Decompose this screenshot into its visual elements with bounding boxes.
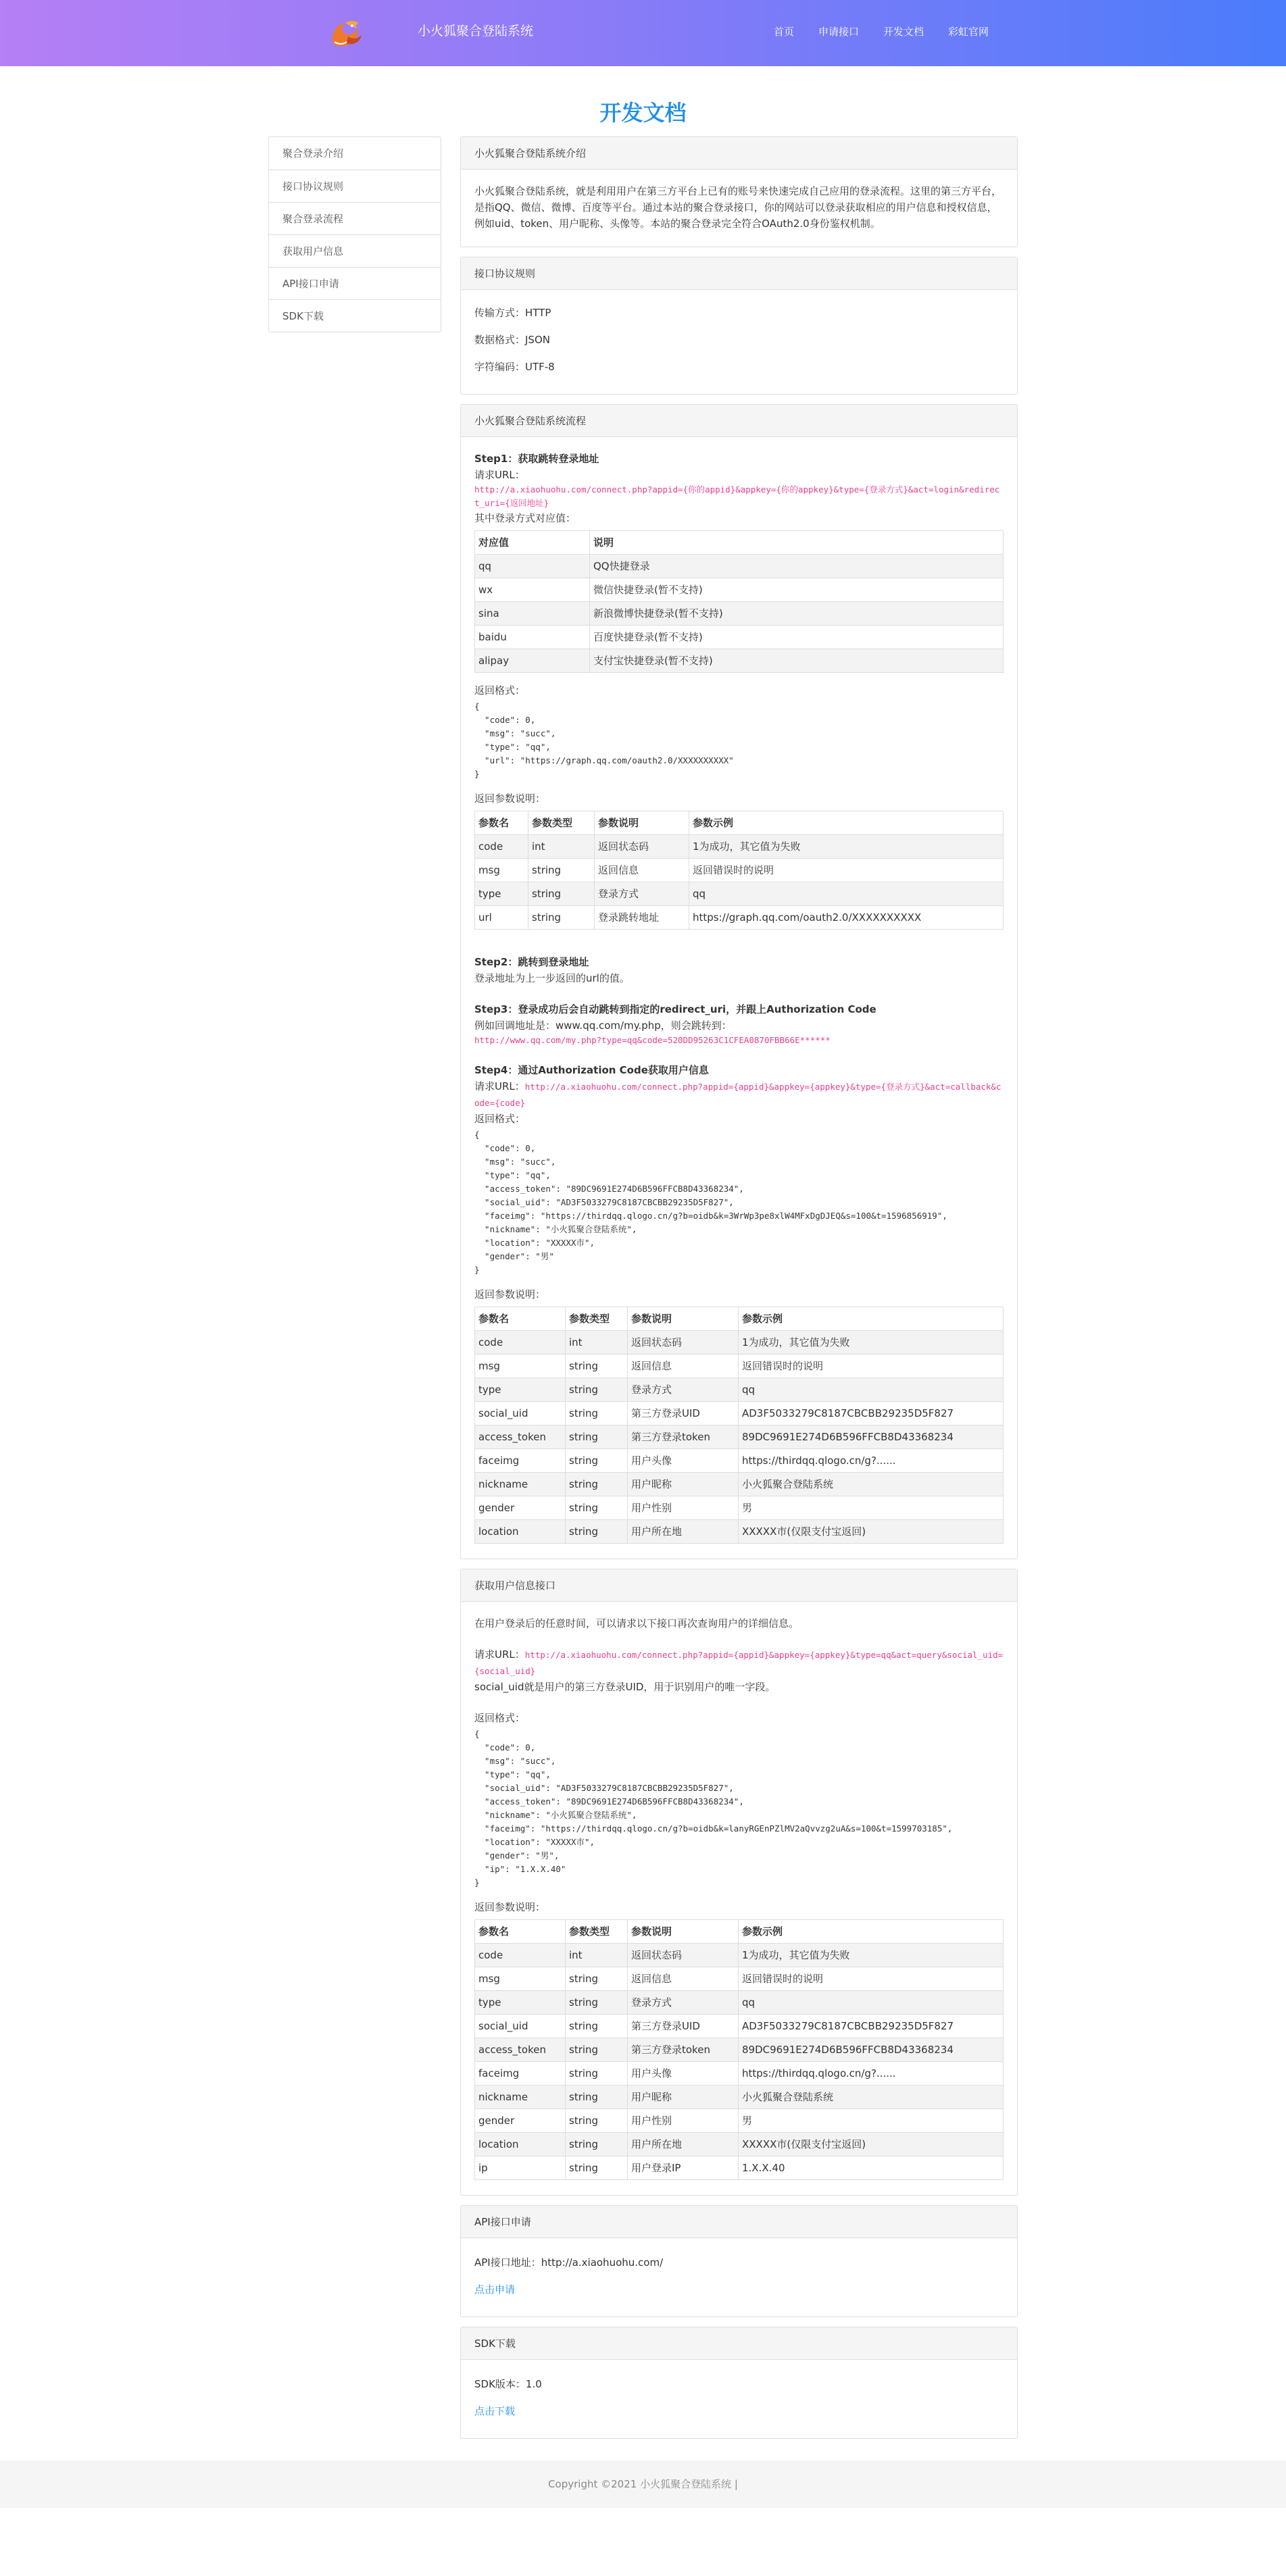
table-cell: code (475, 1331, 566, 1355)
table-row (475, 906, 1004, 930)
api-panel (460, 2205, 1018, 2317)
table-cell: 返回状态码 (628, 1944, 739, 1967)
table-cell: 1为成功，其它值为失败 (739, 1944, 1004, 1967)
table-cell: type (475, 882, 528, 906)
step1-url: http://a.xiaohuohu.com/connect.php?appid={你的appid}&appkey={你的appkey}&type={登录方式}&act=login&redirect_uri={返回地址} (474, 484, 1000, 508)
panel-heading: SDK下载 (461, 2327, 1017, 2360)
userinfo-url: http://a.xiaohuohu.com/connect.php?appid={appid}&appkey={appkey}&type=qq&act=query&social_uid={social_uid} (474, 1650, 1004, 1676)
step1-return-code: { "code": 0, "msg": "succ", "type": "qq", "url": "https://graph.qq.com/oauth2.0/XXXXXXXXXX" } (474, 701, 734, 779)
table-row (475, 2038, 1004, 2062)
table-row (475, 626, 1004, 649)
sdk-panel (460, 2327, 1018, 2439)
sidebar-nav (268, 136, 441, 332)
table-cell: int (566, 1944, 628, 1967)
table-cell: gender (475, 2109, 566, 2133)
table-cell: msg (475, 859, 528, 882)
sidebar-item-protocol[interactable]: 接口协议规则 (269, 170, 441, 202)
intro-panel (460, 136, 1018, 247)
param-desc-label: 返回参数说明： (474, 1901, 546, 1913)
table-row (475, 555, 1004, 578)
return-format-label: 返回格式： (474, 684, 526, 697)
table-cell: 登录跳转地址 (595, 906, 689, 930)
table-cell: alipay (475, 649, 590, 673)
table-row (475, 649, 1004, 673)
table-cell: XXXXX市(仅限支付宝返回) (739, 2133, 1004, 2156)
table-row (475, 882, 1004, 906)
table-cell: string (566, 1449, 628, 1473)
table-row (475, 1520, 1004, 1544)
request-url-label: 请求URL： (474, 1648, 525, 1661)
protocol-encoding: 字符编码：UTF-8 (474, 361, 555, 373)
table-cell: faceimg (475, 1449, 566, 1473)
table-cell: 用户性别 (628, 2109, 739, 2133)
table-cell: nickname (475, 2086, 566, 2109)
table-cell: social_uid (475, 2015, 566, 2038)
table-cell: 1为成功，其它值为失败 (689, 835, 1004, 859)
panel-heading: API接口申请 (461, 2206, 1017, 2238)
table-header: 对应值 (475, 531, 590, 555)
table-cell: 返回信息 (628, 1967, 739, 1991)
site-footer: Copyright ©2021 小火狐聚合登陆系统 | (0, 2460, 1286, 2508)
table-cell: nickname (475, 1473, 566, 1496)
table-cell: 1.X.X.40 (739, 2156, 1004, 2180)
table-cell: 登录方式 (628, 1378, 739, 1402)
request-url-label: 请求URL： (474, 1080, 525, 1092)
table-cell: string (566, 1496, 628, 1520)
table-cell: qq (739, 1991, 1004, 2015)
table-cell: 男 (739, 2109, 1004, 2133)
table-cell: AD3F5033279C8187CBCBB29235D5F827 (739, 1402, 1004, 1425)
return-format-label: 返回格式： (474, 1113, 526, 1125)
table-cell: 百度快捷登录(暂不支持) (590, 626, 1004, 649)
protocol-panel (460, 257, 1018, 395)
table-row (475, 1425, 1004, 1449)
table-cell: 1为成功，其它值为失败 (739, 1331, 1004, 1355)
step4-title: Step4：通过Authorization Code获取用户信息 (474, 1064, 709, 1076)
table-cell: string (566, 2038, 628, 2062)
table-cell: 登录方式 (595, 882, 689, 906)
table-header: 参数示例 (739, 1307, 1004, 1331)
table-cell: wx (475, 578, 590, 602)
table-cell: int (528, 835, 595, 859)
table-cell: 返回信息 (595, 859, 689, 882)
table-cell: https://thirdqq.qlogo.cn/g?...... (739, 2062, 1004, 2086)
table-cell: type (475, 1378, 566, 1402)
table-cell: 第三方登录UID (628, 2015, 739, 2038)
table-cell: string (566, 2062, 628, 2086)
table-row (475, 1473, 1004, 1496)
table-cell: 男 (739, 1496, 1004, 1520)
table-cell: 用户头像 (628, 2062, 739, 2086)
param-desc-label: 返回参数说明： (474, 1288, 546, 1300)
table-cell: gender (475, 1496, 566, 1520)
table-cell: 支付宝快捷登录(暂不支持) (590, 649, 1004, 673)
nav-docs[interactable]: 开发文档 (883, 26, 924, 38)
panel-heading: 小火狐聚合登陆系统流程 (461, 405, 1017, 437)
step3-text: 例如回调地址是：www.qq.com/my.php，则会跳转到： (474, 1019, 732, 1032)
nav-apply[interactable]: 申请接口 (818, 26, 860, 38)
sidebar-item-sdk[interactable]: SDK下载 (269, 299, 441, 332)
step4-param-table (474, 1307, 1004, 1544)
table-cell: 第三方登录UID (628, 1402, 739, 1425)
table-cell: type (475, 1991, 566, 2015)
panel-heading: 获取用户信息接口 (461, 1569, 1017, 1602)
table-cell: https://thirdqq.qlogo.cn/g?...... (739, 1449, 1004, 1473)
table-cell: 返回状态码 (628, 1331, 739, 1355)
site-header (0, 0, 1286, 66)
userinfo-param-table (474, 1919, 1004, 2180)
table-cell: string (566, 1402, 628, 1425)
table-cell: string (566, 1355, 628, 1378)
panel-heading: 接口协议规则 (461, 257, 1017, 290)
table-row (475, 1496, 1004, 1520)
protocol-transport: 传输方式：HTTP (474, 307, 551, 319)
table-cell: 用户昵称 (628, 1473, 739, 1496)
table-header: 参数说明 (595, 811, 689, 835)
table-header: 参数类型 (566, 1307, 628, 1331)
table-row (475, 2086, 1004, 2109)
sdk-version: SDK版本：1.0 (474, 2378, 542, 2390)
login-type-table (474, 530, 1004, 673)
table-cell: XXXXX市(仅限支付宝返回) (739, 1520, 1004, 1544)
nav-official-site[interactable]: 彩虹官网 (948, 26, 989, 38)
table-cell: 返回错误时的说明 (739, 1967, 1004, 1991)
table-cell: access_token (475, 2038, 566, 2062)
table-cell: url (475, 906, 528, 930)
table-header: 参数示例 (739, 1920, 1004, 1944)
table-cell: string (528, 859, 595, 882)
table-cell: code (475, 835, 528, 859)
userinfo-panel (460, 1569, 1018, 2196)
table-cell: faceimg (475, 2062, 566, 2086)
table-cell: 小火狐聚合登陆系统 (739, 2086, 1004, 2109)
nav-home[interactable]: 首页 (774, 26, 795, 38)
table-cell: 用户性别 (628, 1496, 739, 1520)
table-header: 参数示例 (689, 811, 1004, 835)
table-cell: string (566, 1378, 628, 1402)
table-row (475, 2109, 1004, 2133)
table-cell: qq (689, 882, 1004, 906)
table-header: 参数类型 (566, 1920, 628, 1944)
type-label: 其中登录方式对应值： (474, 512, 576, 524)
table-cell: 第三方登录token (628, 1425, 739, 1449)
table-cell: 用户头像 (628, 1449, 739, 1473)
fox-logo-icon[interactable] (328, 16, 364, 50)
table-cell: access_token (475, 1425, 566, 1449)
step1-param-table (474, 811, 1004, 930)
table-cell: string (566, 2156, 628, 2180)
table-cell: 89DC9691E274D6B596FFCB8D43368234 (739, 2038, 1004, 2062)
table-cell: string (566, 1991, 628, 2015)
step2-title: Step2：跳转到登录地址 (474, 956, 589, 968)
table-row (475, 2062, 1004, 2086)
table-cell: ip (475, 2156, 566, 2180)
table-cell: 返回错误时的说明 (739, 1355, 1004, 1378)
panel-heading: 小火狐聚合登陆系统介绍 (461, 137, 1017, 170)
table-row (475, 1402, 1004, 1425)
table-cell: msg (475, 1967, 566, 1991)
table-row (475, 1967, 1004, 1991)
table-header: 说明 (590, 531, 1004, 555)
table-cell: 89DC9691E274D6B596FFCB8D43368234 (739, 1425, 1004, 1449)
table-cell: 新浪微博快捷登录(暂不支持) (590, 602, 1004, 626)
table-header: 参数类型 (528, 811, 595, 835)
table-row (475, 1331, 1004, 1355)
table-cell: 用户所在地 (628, 1520, 739, 1544)
table-cell: int (566, 1331, 628, 1355)
table-cell: string (566, 1967, 628, 1991)
step4-url: http://a.xiaohuohu.com/connect.php?appid={appid}&appkey={appkey}&type={登录方式}&act=callback&code={code} (474, 1082, 1001, 1108)
sidebar-item-intro[interactable]: 聚合登录介绍 (282, 147, 344, 159)
download-link[interactable]: 点击下载 (474, 2405, 516, 2417)
top-nav (774, 24, 1013, 40)
table-row (475, 602, 1004, 626)
intro-text: 小火狐聚合登陆系统，就是利用用户在第三方平台上已有的账号来快速完成自己应用的登录流程。这里的第三方平台，是指QQ、微信、微博、百度等平台。通过本站的聚合登录接口，你的网站可以登录获取相应的用户信息和授权信息，例如uid、token、用户昵称、头像等。本站的聚合登录完全符合OAuth2.0身份鉴权机制。 (474, 185, 1002, 230)
table-cell: string (528, 882, 595, 906)
table-cell: 小火狐聚合登陆系统 (739, 1473, 1004, 1496)
table-cell: 用户登录IP (628, 2156, 739, 2180)
table-cell: string (566, 1425, 628, 1449)
table-cell: location (475, 1520, 566, 1544)
table-row (475, 1449, 1004, 1473)
table-cell: 用户昵称 (628, 2086, 739, 2109)
table-row (475, 1944, 1004, 1967)
table-cell: string (566, 1473, 628, 1496)
table-cell: qq (475, 555, 590, 578)
api-address: API接口地址：http://a.xiaohuohu.com/ (474, 2256, 664, 2269)
flow-panel (460, 404, 1018, 1559)
table-cell: sina (475, 602, 590, 626)
table-cell: 返回状态码 (595, 835, 689, 859)
table-row (475, 578, 1004, 602)
table-cell: https://graph.qq.com/oauth2.0/XXXXXXXXXX (689, 906, 1004, 930)
table-header: 参数名 (475, 1307, 566, 1331)
table-header: 参数名 (475, 811, 528, 835)
table-cell: code (475, 1944, 566, 1967)
main-wrap (268, 136, 1018, 2460)
protocol-format: 数据格式：JSON (474, 334, 550, 346)
table-row (475, 2133, 1004, 2156)
table-cell: 第三方登录token (628, 2038, 739, 2062)
table-cell: string (566, 2133, 628, 2156)
table-row (475, 2015, 1004, 2038)
table-cell: baidu (475, 626, 590, 649)
request-url-label: 请求URL： (474, 469, 525, 481)
sidebar-item-api[interactable]: API接口申请 (269, 267, 441, 299)
table-header: 参数说明 (628, 1920, 739, 1944)
table-cell: string (566, 2109, 628, 2133)
table-cell: 微信快捷登录(暂不支持) (590, 578, 1004, 602)
table-cell: 返回信息 (628, 1355, 739, 1378)
sidebar-item-flow[interactable]: 聚合登录流程 (269, 202, 441, 234)
table-cell: qq (739, 1378, 1004, 1402)
table-cell: social_uid (475, 1402, 566, 1425)
table-header: 参数说明 (628, 1307, 739, 1331)
apply-link[interactable]: 点击申请 (474, 2283, 516, 2296)
table-cell: string (566, 2086, 628, 2109)
userinfo-text: 在用户登录后的任意时间，可以请求以下接口再次查询用户的详细信息。 (474, 1617, 799, 1630)
step2-text: 登录地址为上一步返回的url的值。 (474, 972, 630, 984)
table-cell: string (566, 1520, 628, 1544)
table-cell: 返回错误时的说明 (689, 859, 1004, 882)
table-cell: 登录方式 (628, 1991, 739, 2015)
table-row (475, 1378, 1004, 1402)
site-title[interactable]: 小火狐聚合登陆系统 (418, 24, 534, 39)
param-desc-label: 返回参数说明： (474, 792, 546, 805)
doc-content (460, 136, 1018, 2448)
step1-title: Step1：获取跳转登录地址 (474, 453, 599, 465)
table-cell: location (475, 2133, 566, 2156)
step4-return-code: { "code": 0, "msg": "succ", "type": "qq", "access_token": "89DC9691E274D6B596FFCB8D43368234", "social_uid": "AD3F5033279C8187CBCBB29235D5F827", "faceimg": "https://thirdqq.qlogo.cn/g?b=oidb&k=3WrWp3pe8xlW4MFxDgDJEQ&s=100&t=1596856919", "nickname": "小火狐聚合登陆系统", "location": "XXXXX市", "gender": "男" } (474, 1130, 947, 1275)
table-row (475, 2156, 1004, 2180)
table-row (475, 1355, 1004, 1378)
userinfo-return-code: { "code": 0, "msg": "succ", "type": "qq", "social_uid": "AD3F5033279C8187CBCBB29235D5F827", "access_token": "89DC9691E274D6B596FFCB8D43368234", "nickname": "小火狐聚合登陆系统", "faceimg": "https://thirdqq.qlogo.cn/g?b=oidb&k=lanyRGEnPZlMV2aQvvzg2uA&s=100&t=1599703185", "location": "XXXXX市", "gender": "男", "ip": "1.X.X.40" } (474, 1729, 953, 1888)
sidebar-item-userinfo[interactable]: 获取用户信息 (269, 234, 441, 267)
uid-note: social_uid就是用户的第三方登录UID，用于识别用户的唯一字段。 (474, 1681, 776, 1693)
table-header: 参数名 (475, 1920, 566, 1944)
table-cell: AD3F5033279C8187CBCBB29235D5F827 (739, 2015, 1004, 2038)
table-cell: msg (475, 1355, 566, 1378)
table-row (475, 835, 1004, 859)
table-cell: string (566, 2015, 628, 2038)
table-row (475, 859, 1004, 882)
page-title: 开发文档 (599, 100, 687, 126)
step3-url: http://www.qq.com/my.php?type=qq&code=520DD95263C1CFEA0870FBB66E****** (474, 1035, 831, 1045)
table-cell: string (528, 906, 595, 930)
table-cell: QQ快捷登录 (590, 555, 1004, 578)
step3-title: Step3：登录成功后会自动跳转到指定的redirect_uri，并跟上Authorization Code (474, 1003, 876, 1015)
return-format-label: 返回格式： (474, 1712, 526, 1724)
table-cell: 用户所在地 (628, 2133, 739, 2156)
table-row (475, 1991, 1004, 2015)
